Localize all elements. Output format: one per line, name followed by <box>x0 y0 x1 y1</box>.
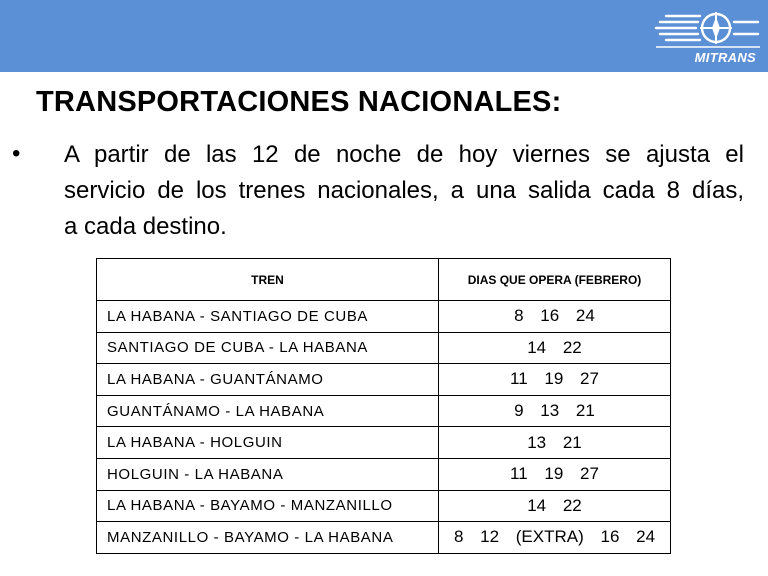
days-cell: 8 16 24 <box>439 301 671 333</box>
days-cell: 9 13 21 <box>439 395 671 427</box>
table-row <box>97 395 671 427</box>
days-cell: 8 12 (EXTRA) 16 24 <box>439 522 671 554</box>
table-row <box>97 522 671 554</box>
paragraph-line: servicio de los trenes nacionales, a una salida cada 8 días, <box>64 177 744 204</box>
days-cell: 14 22 <box>439 332 671 364</box>
route-cell: SANTIAGO DE CUBA - LA HABANA <box>97 332 439 364</box>
table-row <box>97 458 671 490</box>
route-cell: MANZANILLO - BAYAMO - LA HABANA <box>97 522 439 554</box>
paragraph-line: a cada destino. <box>64 213 227 240</box>
route-cell: HOLGUIN - LA HABANA <box>97 458 439 490</box>
mitrans-emblem-icon <box>654 6 762 50</box>
route-cell: LA HABANA - GUANTÁNAMO <box>97 364 439 396</box>
table-row <box>97 490 671 522</box>
days-cell: 14 22 <box>439 490 671 522</box>
train-schedule-table <box>96 258 671 554</box>
header-band <box>0 0 768 72</box>
announcement-paragraph <box>64 137 744 245</box>
table-row <box>97 427 671 459</box>
route-cell: GUANTÁNAMO - LA HABANA <box>97 395 439 427</box>
bullet-marker: • <box>12 140 21 167</box>
days-cell: 11 19 27 <box>439 458 671 490</box>
table-row <box>97 332 671 364</box>
table-header-row <box>97 259 671 301</box>
route-cell: LA HABANA - BAYAMO - MANZANILLO <box>97 490 439 522</box>
page-title: TRANSPORTACIONES NACIONALES: <box>36 86 562 118</box>
route-cell: LA HABANA - HOLGUIN <box>97 427 439 459</box>
days-cell: 13 21 <box>439 427 671 459</box>
logo-text: MITRANS <box>694 50 756 65</box>
days-cell: 11 19 27 <box>439 364 671 396</box>
table-row <box>97 364 671 396</box>
header-dias: DIAS QUE OPERA (FEBRERO) <box>439 259 671 301</box>
table-row <box>97 301 671 333</box>
paragraph-line: A partir de las 12 de noche de hoy viernes se ajusta el <box>64 141 744 168</box>
route-cell: LA HABANA - SANTIAGO DE CUBA <box>97 301 439 333</box>
mitrans-logo <box>654 6 762 66</box>
header-tren: TREN <box>97 259 439 301</box>
